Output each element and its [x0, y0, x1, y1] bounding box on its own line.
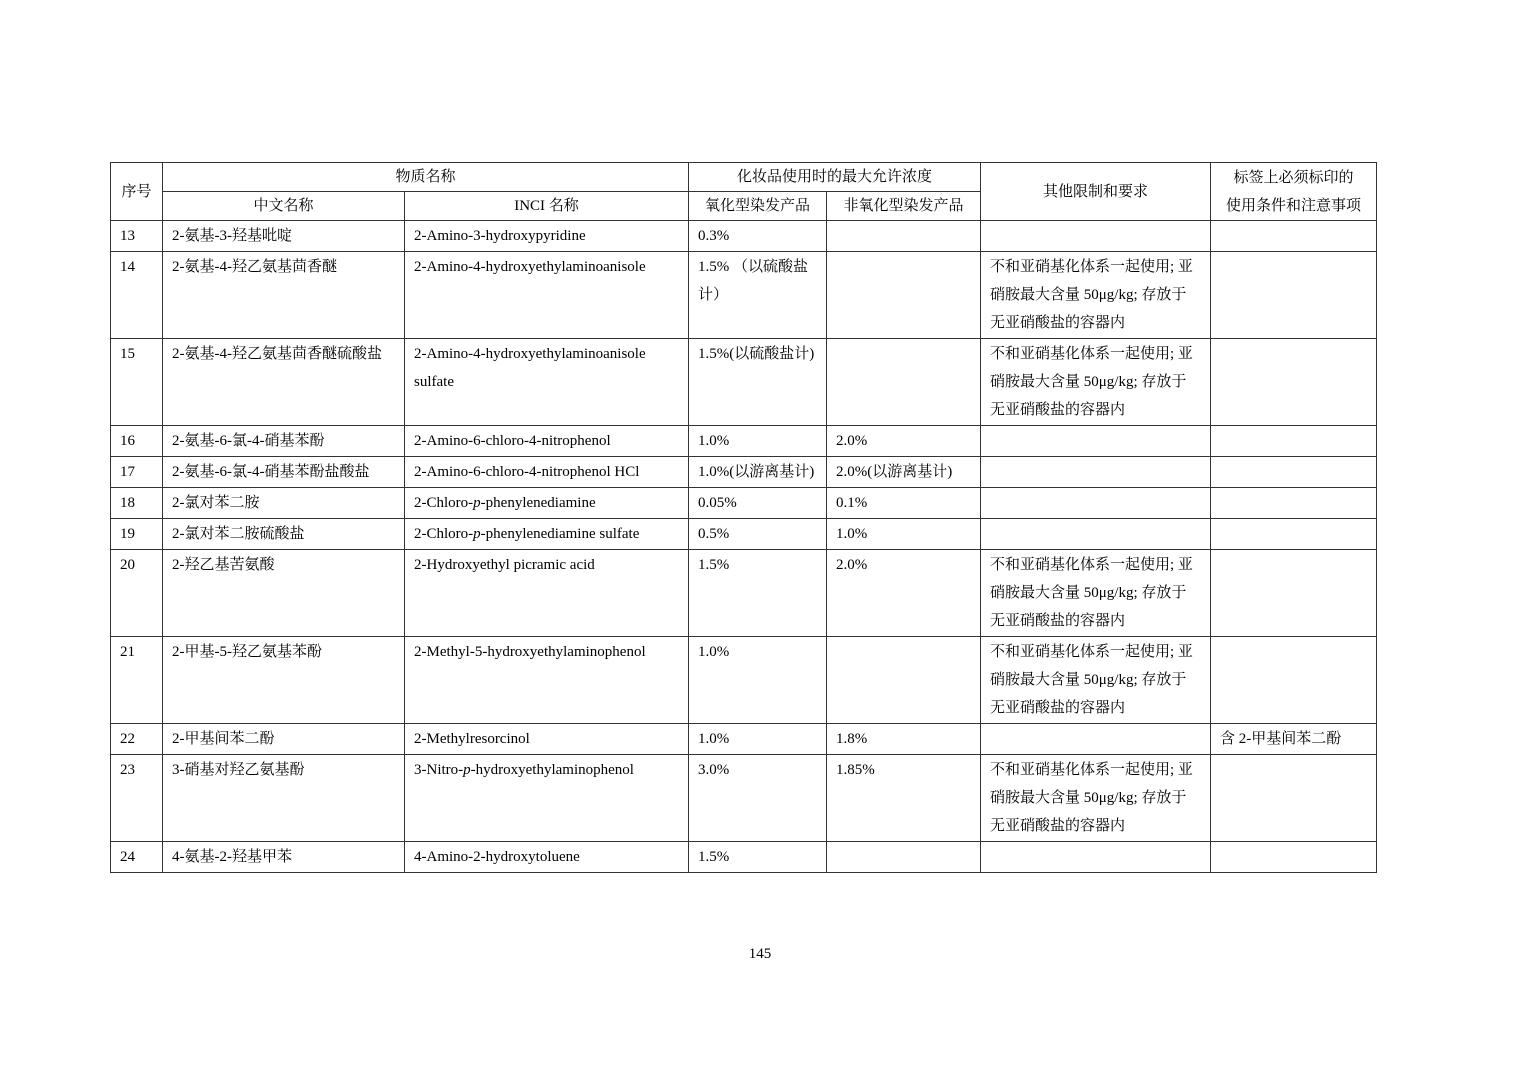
cell-label-conditions — [1211, 842, 1377, 873]
header-substance-name: 物质名称 — [163, 163, 689, 192]
inci-prefix: 3-Nitro- — [414, 762, 464, 778]
header-label-line1: 标签上必须标印的 — [1233, 169, 1354, 186]
table-row — [111, 724, 1377, 755]
cell-non-oxidative: 1.0% — [827, 519, 981, 550]
cell-label-conditions — [1211, 252, 1377, 339]
table-row — [111, 488, 1377, 519]
cell-other-restrictions — [981, 724, 1211, 755]
cell-chinese-name: 2-氯对苯二胺硫酸盐 — [163, 519, 405, 550]
table-row — [111, 426, 1377, 457]
table-row — [111, 221, 1377, 252]
cell-chinese-name: 2-羟乙基苦氨酸 — [163, 550, 405, 637]
table-row — [111, 519, 1377, 550]
cell-inci-name: 2-Methyl-5-hydroxyethylaminophenol — [405, 637, 689, 724]
cell-label-conditions — [1211, 221, 1377, 252]
cell-inci-name: 2-Amino-3-hydroxypyridine — [405, 221, 689, 252]
cell-chinese-name: 2-氨基-4-羟乙氨基茴香醚硫酸盐 — [163, 339, 405, 426]
header-max-concentration: 化妆品使用时的最大允许浓度 — [689, 163, 981, 192]
cell-non-oxidative: 2.0% — [827, 550, 981, 637]
cell-oxidative: 1.5%(以硫酸盐计) — [689, 339, 827, 426]
cell-chinese-name: 2-氨基-6-氯-4-硝基苯酚 — [163, 426, 405, 457]
cell-inci-name: 2-Amino-6-chloro-4-nitrophenol — [405, 426, 689, 457]
cell-inci-name: 2-Amino-6-chloro-4-nitrophenol HCl — [405, 457, 689, 488]
cell-label-conditions — [1211, 426, 1377, 457]
cell-inci-name — [405, 488, 689, 519]
cell-label-conditions — [1211, 488, 1377, 519]
cell-no: 23 — [111, 755, 163, 842]
cell-non-oxidative — [827, 842, 981, 873]
inci-suffix: -phenylenediamine sulfate — [480, 526, 640, 542]
cell-other-restrictions — [981, 488, 1211, 519]
inci-suffix: -phenylenediamine — [480, 495, 596, 511]
cell-chinese-name: 2-氨基-6-氯-4-硝基苯酚盐酸盐 — [163, 457, 405, 488]
cell-oxidative: 1.0% — [689, 724, 827, 755]
cell-oxidative: 1.5% （以硫酸盐计） — [689, 252, 827, 339]
cell-non-oxidative: 2.0%(以游离基计) — [827, 457, 981, 488]
inci-italic-part: p — [463, 762, 471, 778]
cell-inci-name — [405, 519, 689, 550]
cell-other-restrictions: 不和亚硝基化体系一起使用; 亚硝胺最大含量 50μg/kg; 存放于无亚硝酸盐的容器内 — [981, 252, 1211, 339]
table-row — [111, 842, 1377, 873]
cell-non-oxidative: 1.85% — [827, 755, 981, 842]
cell-non-oxidative — [827, 252, 981, 339]
cell-no: 18 — [111, 488, 163, 519]
cell-non-oxidative: 0.1% — [827, 488, 981, 519]
cell-chinese-name: 2-甲基-5-羟乙氨基苯酚 — [163, 637, 405, 724]
cell-no: 13 — [111, 221, 163, 252]
cell-oxidative: 1.5% — [689, 842, 827, 873]
cell-non-oxidative — [827, 637, 981, 724]
inci-prefix: 2-Chloro- — [414, 526, 474, 542]
cell-chinese-name: 2-氨基-4-羟乙氨基茴香醚 — [163, 252, 405, 339]
cell-inci-name: 2-Amino-4-hydroxyethylaminoanisole sulfate — [405, 339, 689, 426]
cell-oxidative: 1.0%(以游离基计) — [689, 457, 827, 488]
table-row — [111, 755, 1377, 842]
cell-chinese-name: 2-氨基-3-羟基吡啶 — [163, 221, 405, 252]
cell-chinese-name: 2-氯对苯二胺 — [163, 488, 405, 519]
cell-no: 17 — [111, 457, 163, 488]
cell-oxidative: 1.0% — [689, 637, 827, 724]
header-inci-name: INCI 名称 — [405, 192, 689, 221]
inci-prefix: 2-Chloro- — [414, 495, 474, 511]
cell-oxidative: 0.5% — [689, 519, 827, 550]
inci-italic-part: p — [473, 526, 481, 542]
table-row — [111, 252, 1377, 339]
cell-label-conditions — [1211, 550, 1377, 637]
cell-inci-name: 2-Methylresorcinol — [405, 724, 689, 755]
cell-other-restrictions — [981, 426, 1211, 457]
cell-no: 15 — [111, 339, 163, 426]
cell-label-conditions — [1211, 755, 1377, 842]
cell-no: 20 — [111, 550, 163, 637]
cell-no: 14 — [111, 252, 163, 339]
header-seq: 序号 — [111, 163, 163, 221]
table-row — [111, 457, 1377, 488]
cell-non-oxidative: 2.0% — [827, 426, 981, 457]
header-label-line2: 使用条件和注意事项 — [1225, 197, 1361, 214]
cell-label-conditions — [1211, 457, 1377, 488]
inci-suffix: -hydroxyethylaminophenol — [470, 762, 634, 778]
cell-no: 21 — [111, 637, 163, 724]
header-chinese-name: 中文名称 — [163, 192, 405, 221]
cell-no: 19 — [111, 519, 163, 550]
cell-no: 22 — [111, 724, 163, 755]
cell-other-restrictions — [981, 842, 1211, 873]
cell-other-restrictions — [981, 457, 1211, 488]
cell-inci-name: 2-Hydroxyethyl picramic acid — [405, 550, 689, 637]
cell-label-conditions — [1211, 637, 1377, 724]
restricted-substances-table — [110, 162, 1377, 873]
cell-label-conditions — [1211, 339, 1377, 426]
cell-inci-name: 4-Amino-2-hydroxytoluene — [405, 842, 689, 873]
cell-chinese-name: 2-甲基间苯二酚 — [163, 724, 405, 755]
cell-other-restrictions: 不和亚硝基化体系一起使用; 亚硝胺最大含量 50μg/kg; 存放于无亚硝酸盐的容器内 — [981, 637, 1211, 724]
cell-oxidative: 1.5% — [689, 550, 827, 637]
cell-inci-name: 2-Amino-4-hydroxyethylaminoanisole — [405, 252, 689, 339]
cell-oxidative: 0.3% — [689, 221, 827, 252]
table-row — [111, 339, 1377, 426]
cell-label-conditions: 含 2-甲基间苯二酚 — [1211, 724, 1377, 755]
cell-non-oxidative — [827, 221, 981, 252]
table-row — [111, 637, 1377, 724]
inci-italic-part: p — [473, 495, 481, 511]
header-non-oxidative: 非氧化型染发产品 — [827, 192, 981, 221]
cell-non-oxidative: 1.8% — [827, 724, 981, 755]
header-oxidative: 氧化型染发产品 — [689, 192, 827, 221]
table-row — [111, 550, 1377, 637]
cell-other-restrictions: 不和亚硝基化体系一起使用; 亚硝胺最大含量 50μg/kg; 存放于无亚硝酸盐的容器内 — [981, 550, 1211, 637]
cell-oxidative: 0.05% — [689, 488, 827, 519]
cell-other-restrictions: 不和亚硝基化体系一起使用; 亚硝胺最大含量 50μg/kg; 存放于无亚硝酸盐的容器内 — [981, 339, 1211, 426]
cell-other-restrictions — [981, 221, 1211, 252]
header-other-restrictions: 其他限制和要求 — [981, 163, 1211, 221]
cell-no: 16 — [111, 426, 163, 457]
page-number: 145 — [748, 946, 772, 962]
cell-non-oxidative — [827, 339, 981, 426]
cell-oxidative: 3.0% — [689, 755, 827, 842]
header-label-conditions — [1211, 163, 1377, 221]
cell-other-restrictions: 不和亚硝基化体系一起使用; 亚硝胺最大含量 50μg/kg; 存放于无亚硝酸盐的容器内 — [981, 755, 1211, 842]
cell-chinese-name: 3-硝基对羟乙氨基酚 — [163, 755, 405, 842]
cell-label-conditions — [1211, 519, 1377, 550]
cell-inci-name — [405, 755, 689, 842]
cell-other-restrictions — [981, 519, 1211, 550]
cell-no: 24 — [111, 842, 163, 873]
cell-oxidative: 1.0% — [689, 426, 827, 457]
cell-chinese-name: 4-氨基-2-羟基甲苯 — [163, 842, 405, 873]
